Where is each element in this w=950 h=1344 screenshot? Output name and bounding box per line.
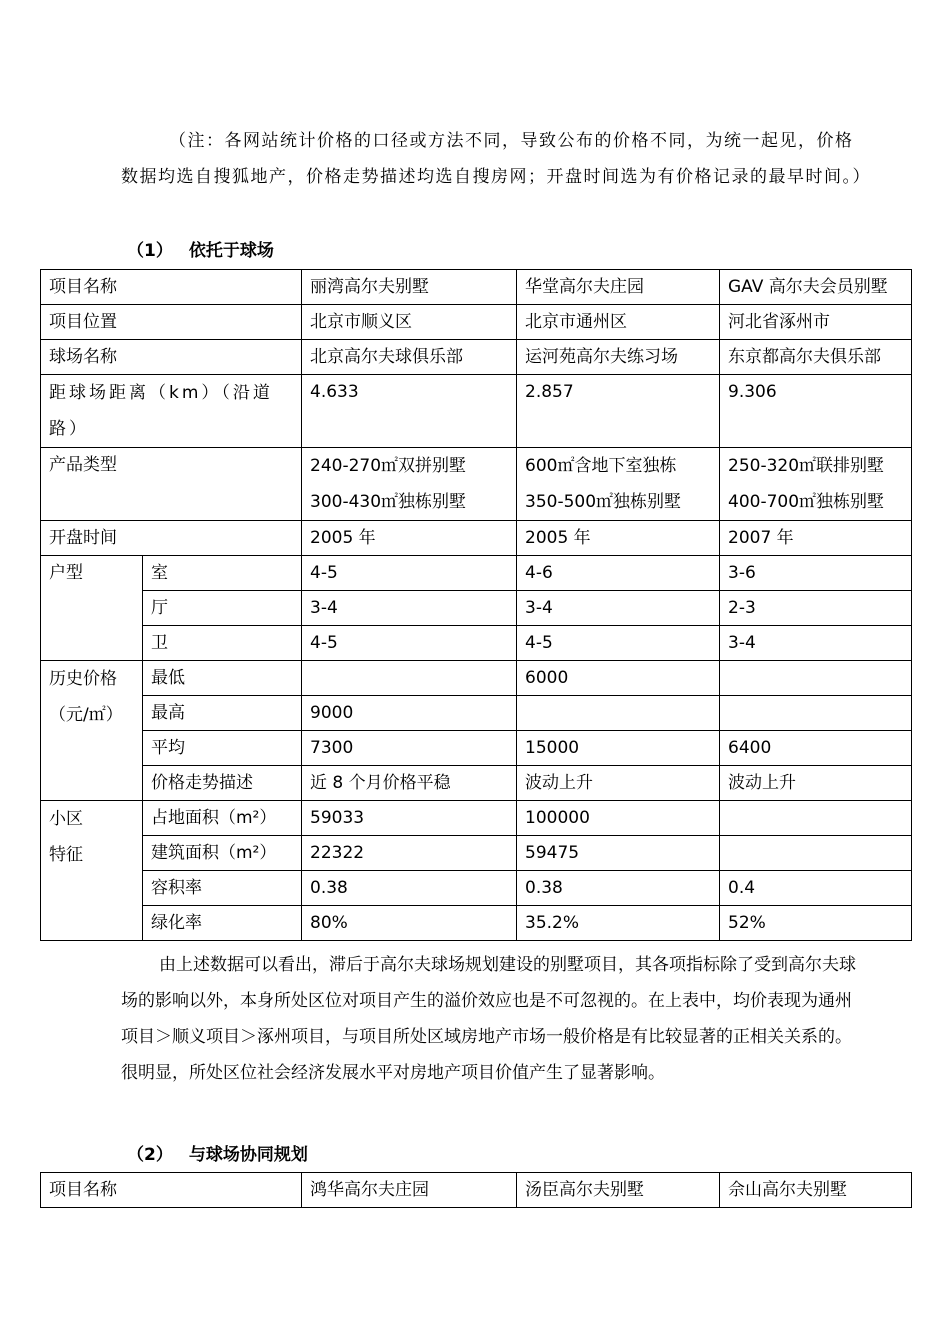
community-value: 35.2% — [517, 906, 720, 941]
table-row — [41, 340, 912, 375]
table-row — [41, 521, 912, 556]
price-value: 6000 — [517, 661, 720, 696]
project-name-1: 丽湾高尔夫别墅 — [302, 270, 517, 305]
table-row — [41, 801, 912, 836]
price-value — [302, 661, 517, 696]
table-row — [41, 591, 912, 626]
price-value: 近 8 个月价格平稳 — [302, 766, 517, 801]
community-label-line: 小区 — [49, 809, 83, 829]
layout-value: 2-3 — [720, 591, 912, 626]
community-value: 80% — [302, 906, 517, 941]
price-source-note — [121, 123, 871, 195]
table-row — [41, 766, 912, 801]
project-name-1: 鸿华高尔夫庄园 — [302, 1173, 517, 1208]
open-date-1: 2005 年 — [302, 521, 517, 556]
note-text: （注：各网站统计价格的口径或方法不同，导致公布的价格不同，为统一起见，价格数据均选自搜狐地产，价格走势描述均选自搜房网；开盘时间选为有价格记录的最早时间。） — [121, 131, 871, 187]
layout-row-label: 室 — [143, 556, 302, 591]
price-label-line: 历史价格 — [49, 669, 117, 689]
community-value: 22322 — [302, 836, 517, 871]
distance-3: 9.306 — [720, 375, 912, 448]
table-row — [41, 556, 912, 591]
price-value — [720, 696, 912, 731]
price-value: 6400 — [720, 731, 912, 766]
price-value: 波动上升 — [517, 766, 720, 801]
course-name-2: 运河苑高尔夫练习场 — [517, 340, 720, 375]
open-date-label: 开盘时间 — [41, 521, 302, 556]
layout-value: 3-4 — [302, 591, 517, 626]
product-line: 240-270㎡双拼别墅 — [310, 456, 467, 476]
price-value: 7300 — [302, 731, 517, 766]
product-type-label: 产品类型 — [41, 448, 302, 521]
section-1-heading — [127, 236, 274, 261]
product-line: 600㎡含地下室独栋 — [525, 456, 677, 476]
price-label-unit: （元/㎡） — [49, 705, 123, 725]
community-label-line: 特征 — [49, 845, 83, 865]
price-row-label: 最高 — [143, 696, 302, 731]
analysis-paragraph — [121, 947, 863, 1091]
product-type-2 — [517, 448, 720, 521]
community-value: 59033 — [302, 801, 517, 836]
price-value: 波动上升 — [720, 766, 912, 801]
table-row — [41, 375, 912, 448]
community-row-label: 建筑面积（m²） — [143, 836, 302, 871]
distance-2: 2.857 — [517, 375, 720, 448]
course-name-1: 北京高尔夫球俱乐部 — [302, 340, 517, 375]
open-date-3: 2007 年 — [720, 521, 912, 556]
section-1-title: 依托于球场 — [188, 241, 274, 261]
distance-label: 距球场距离（km）（沿道路） — [41, 375, 302, 448]
price-value — [517, 696, 720, 731]
open-date-2: 2005 年 — [517, 521, 720, 556]
table-row — [41, 696, 912, 731]
layout-row-label: 厅 — [143, 591, 302, 626]
layout-value: 4-5 — [302, 556, 517, 591]
community-value: 100000 — [517, 801, 720, 836]
project-name-3: GAV 高尔夫会员别墅 — [720, 270, 912, 305]
distance-1: 4.633 — [302, 375, 517, 448]
community-value: 0.38 — [302, 871, 517, 906]
table-row — [41, 448, 912, 521]
community-value: 52% — [720, 906, 912, 941]
price-row-label: 最低 — [143, 661, 302, 696]
community-value — [720, 801, 912, 836]
layout-value: 4-5 — [517, 626, 720, 661]
project-name-2: 华堂高尔夫庄园 — [517, 270, 720, 305]
layout-label: 户型 — [41, 556, 143, 661]
project-name-label: 项目名称 — [41, 270, 302, 305]
project-location-2: 北京市通州区 — [517, 305, 720, 340]
price-value — [720, 661, 912, 696]
layout-value: 4-6 — [517, 556, 720, 591]
price-row-label: 平均 — [143, 731, 302, 766]
community-value: 0.4 — [720, 871, 912, 906]
table-row — [41, 270, 912, 305]
section-2-number: （2） — [127, 1145, 173, 1165]
price-value: 15000 — [517, 731, 720, 766]
community-value: 0.38 — [517, 871, 720, 906]
course-name-3: 东京都高尔夫俱乐部 — [720, 340, 912, 375]
table-row — [41, 1173, 912, 1208]
product-type-1 — [302, 448, 517, 521]
project-location-1: 北京市顺义区 — [302, 305, 517, 340]
table-row — [41, 305, 912, 340]
layout-row-label: 卫 — [143, 626, 302, 661]
section-1-number: （1） — [127, 241, 173, 261]
table-row — [41, 661, 912, 696]
course-name-label: 球场名称 — [41, 340, 302, 375]
project-name-2: 汤臣高尔夫别墅 — [517, 1173, 720, 1208]
price-label — [41, 661, 143, 801]
product-line: 300-430㎡独栋别墅 — [310, 492, 467, 512]
table-row — [41, 906, 912, 941]
table-row — [41, 871, 912, 906]
product-type-3 — [720, 448, 912, 521]
price-row-label: 价格走势描述 — [143, 766, 302, 801]
table-row — [41, 626, 912, 661]
project-location-label: 项目位置 — [41, 305, 302, 340]
product-line: 350-500㎡独栋别墅 — [525, 492, 682, 512]
price-value: 9000 — [302, 696, 517, 731]
section-2-heading — [127, 1140, 308, 1165]
layout-value: 3-4 — [517, 591, 720, 626]
product-line: 250-320㎡联排别墅 — [728, 456, 885, 476]
community-value: 59475 — [517, 836, 720, 871]
section-2-title: 与球场协同规划 — [188, 1145, 308, 1165]
layout-value: 4-5 — [302, 626, 517, 661]
product-line: 400-700㎡独栋别墅 — [728, 492, 885, 512]
community-row-label: 绿化率 — [143, 906, 302, 941]
layout-value: 3-4 — [720, 626, 912, 661]
community-label — [41, 801, 143, 941]
layout-value: 3-6 — [720, 556, 912, 591]
community-row-label: 占地面积（m²） — [143, 801, 302, 836]
co-planned-projects-table — [40, 1172, 912, 1208]
community-row-label: 容积率 — [143, 871, 302, 906]
project-name-label: 项目名称 — [41, 1173, 302, 1208]
paragraph-text: 由上述数据可以看出，滞后于高尔夫球场规划建设的别墅项目，其各项指标除了受到高尔夫球场的影响以外，本身所处区位对项目产生的溢价效应也是不可忽视的。在上表中，均价表现为通州项目＞顺义项目＞涿州项目，与项目所处区域房地产市场一般价格是有比较显著的正相关关系的。很明显，所处区位社会经济发展水平对房地产项目价值产生了显著影响。 — [121, 955, 856, 1083]
project-location-3: 河北省涿州市 — [720, 305, 912, 340]
table-row — [41, 731, 912, 766]
golf-course-projects-table — [40, 269, 912, 941]
community-value — [720, 836, 912, 871]
table-row — [41, 836, 912, 871]
project-name-3: 佘山高尔夫别墅 — [720, 1173, 912, 1208]
